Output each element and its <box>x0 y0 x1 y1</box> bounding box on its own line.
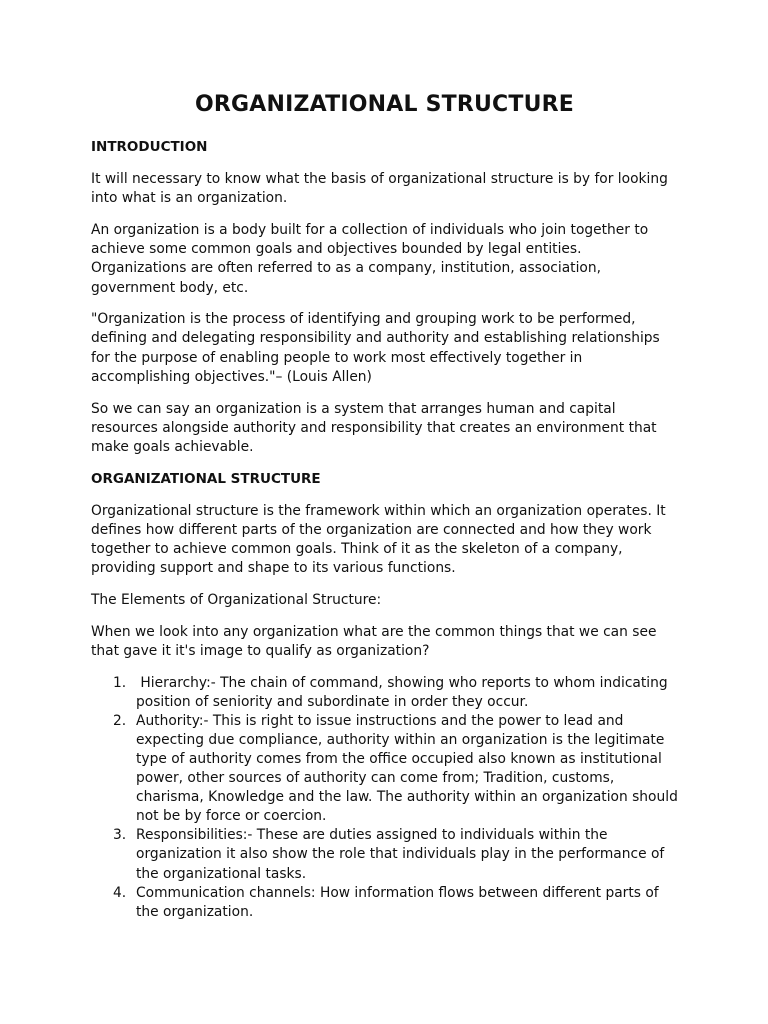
introduction-heading: INTRODUCTION <box>91 139 208 155</box>
structure-paragraph-1: Organizational structure is the framework within which an organization operates. It defines how different parts of the organization are connected and how they work together to achieve common goals. Think of it as the skeleton of a company, providing support and shape to its various functions. <box>91 502 666 577</box>
list-item-text: Authority:- This is right to issue instructions and the power to lead and expecting due compliance, authority within an organization is the legitimate type of authority comes from the office occupied also known as institutional power, other sources of authority can come from; Tradition, customs, charisma, Knowledge and the law. The authority within an organization should not be by force or coercion. <box>136 712 678 825</box>
elements-intro-line: The Elements of Organizational Structure: <box>91 591 382 608</box>
elements-list <box>91 674 678 922</box>
list-item <box>91 826 678 883</box>
list-item-number: 1. <box>113 674 127 691</box>
intro-paragraph-4: So we can say an organization is a system that arranges human and capital resources alongside authority and responsibility that creates an environment that make goals achievable. <box>91 400 657 455</box>
list-item-number: 4. <box>113 884 127 901</box>
list-item <box>91 712 678 827</box>
list-item-text: Responsibilities:- These are duties assigned to individuals within the organization it also show the role that individuals play in the performance of the organizational tasks. <box>136 827 665 882</box>
intro-paragraph-2: An organization is a body built for a collection of individuals who join together to achieve some common goals and objectives bounded by legal entities. Organizations are often referred to as a company, institution, association, government body, etc. <box>91 221 649 296</box>
intro-paragraph-1: It will necessary to know what the basis of organizational structure is by for looking into what is an organization. <box>91 171 668 207</box>
list-item <box>91 884 678 922</box>
list-item-number: 2. <box>113 712 127 729</box>
list-item-text: Communication channels: How information flows between different parts of the organization. <box>136 884 659 920</box>
structure-question-paragraph: When we look into any organization what are the common things that we can see that gave it it's image to qualify as organization? <box>91 623 657 659</box>
intro-paragraph-3-quote: "Organization is the process of identifying and grouping work to be performed, defining and delegating responsibility and authority and establishing relationships for the purpose of enabling people to work most effectively together in accomplishing objectives."– (Louis Allen) <box>91 311 660 385</box>
list-item-number: 3. <box>113 827 127 844</box>
list-item-text: Hierarchy:- The chain of command, showing who reports to whom indicating position of seniority and subordinate in order they occur. <box>136 674 673 710</box>
list-item <box>91 674 678 712</box>
document-title: ORGANIZATIONAL STRUCTURE <box>194 92 575 117</box>
organizational-structure-heading: ORGANIZATIONAL STRUCTURE <box>91 470 321 487</box>
